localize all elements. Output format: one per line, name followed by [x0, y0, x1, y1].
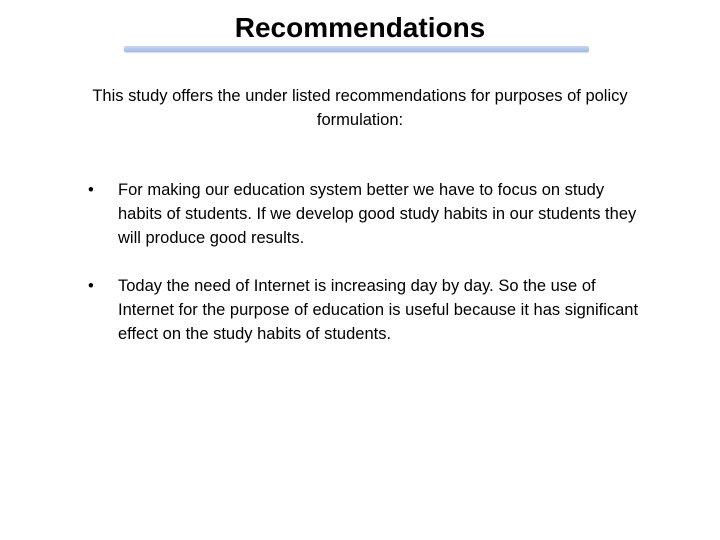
recommendation-list — [88, 178, 648, 370]
intro-text: This study offers the under listed recommendations for purposes of policy formulation: — [92, 87, 628, 129]
list-item — [88, 274, 648, 346]
bullet-icon: • — [88, 277, 94, 295]
list-item — [88, 178, 648, 250]
list-item-text: For making our education system better we have to focus on study habits of students. If we develop good study habits in our students they will produce good results. — [118, 181, 637, 247]
slide-title: Recommendations — [234, 12, 486, 43]
bullet-icon: • — [88, 181, 94, 199]
list-item-text: Today the need of Internet is increasing day by day. So the use of Internet for the purpose of education is useful because it has significant effect on the study habits of students. — [118, 277, 639, 343]
title-underline — [124, 46, 589, 52]
